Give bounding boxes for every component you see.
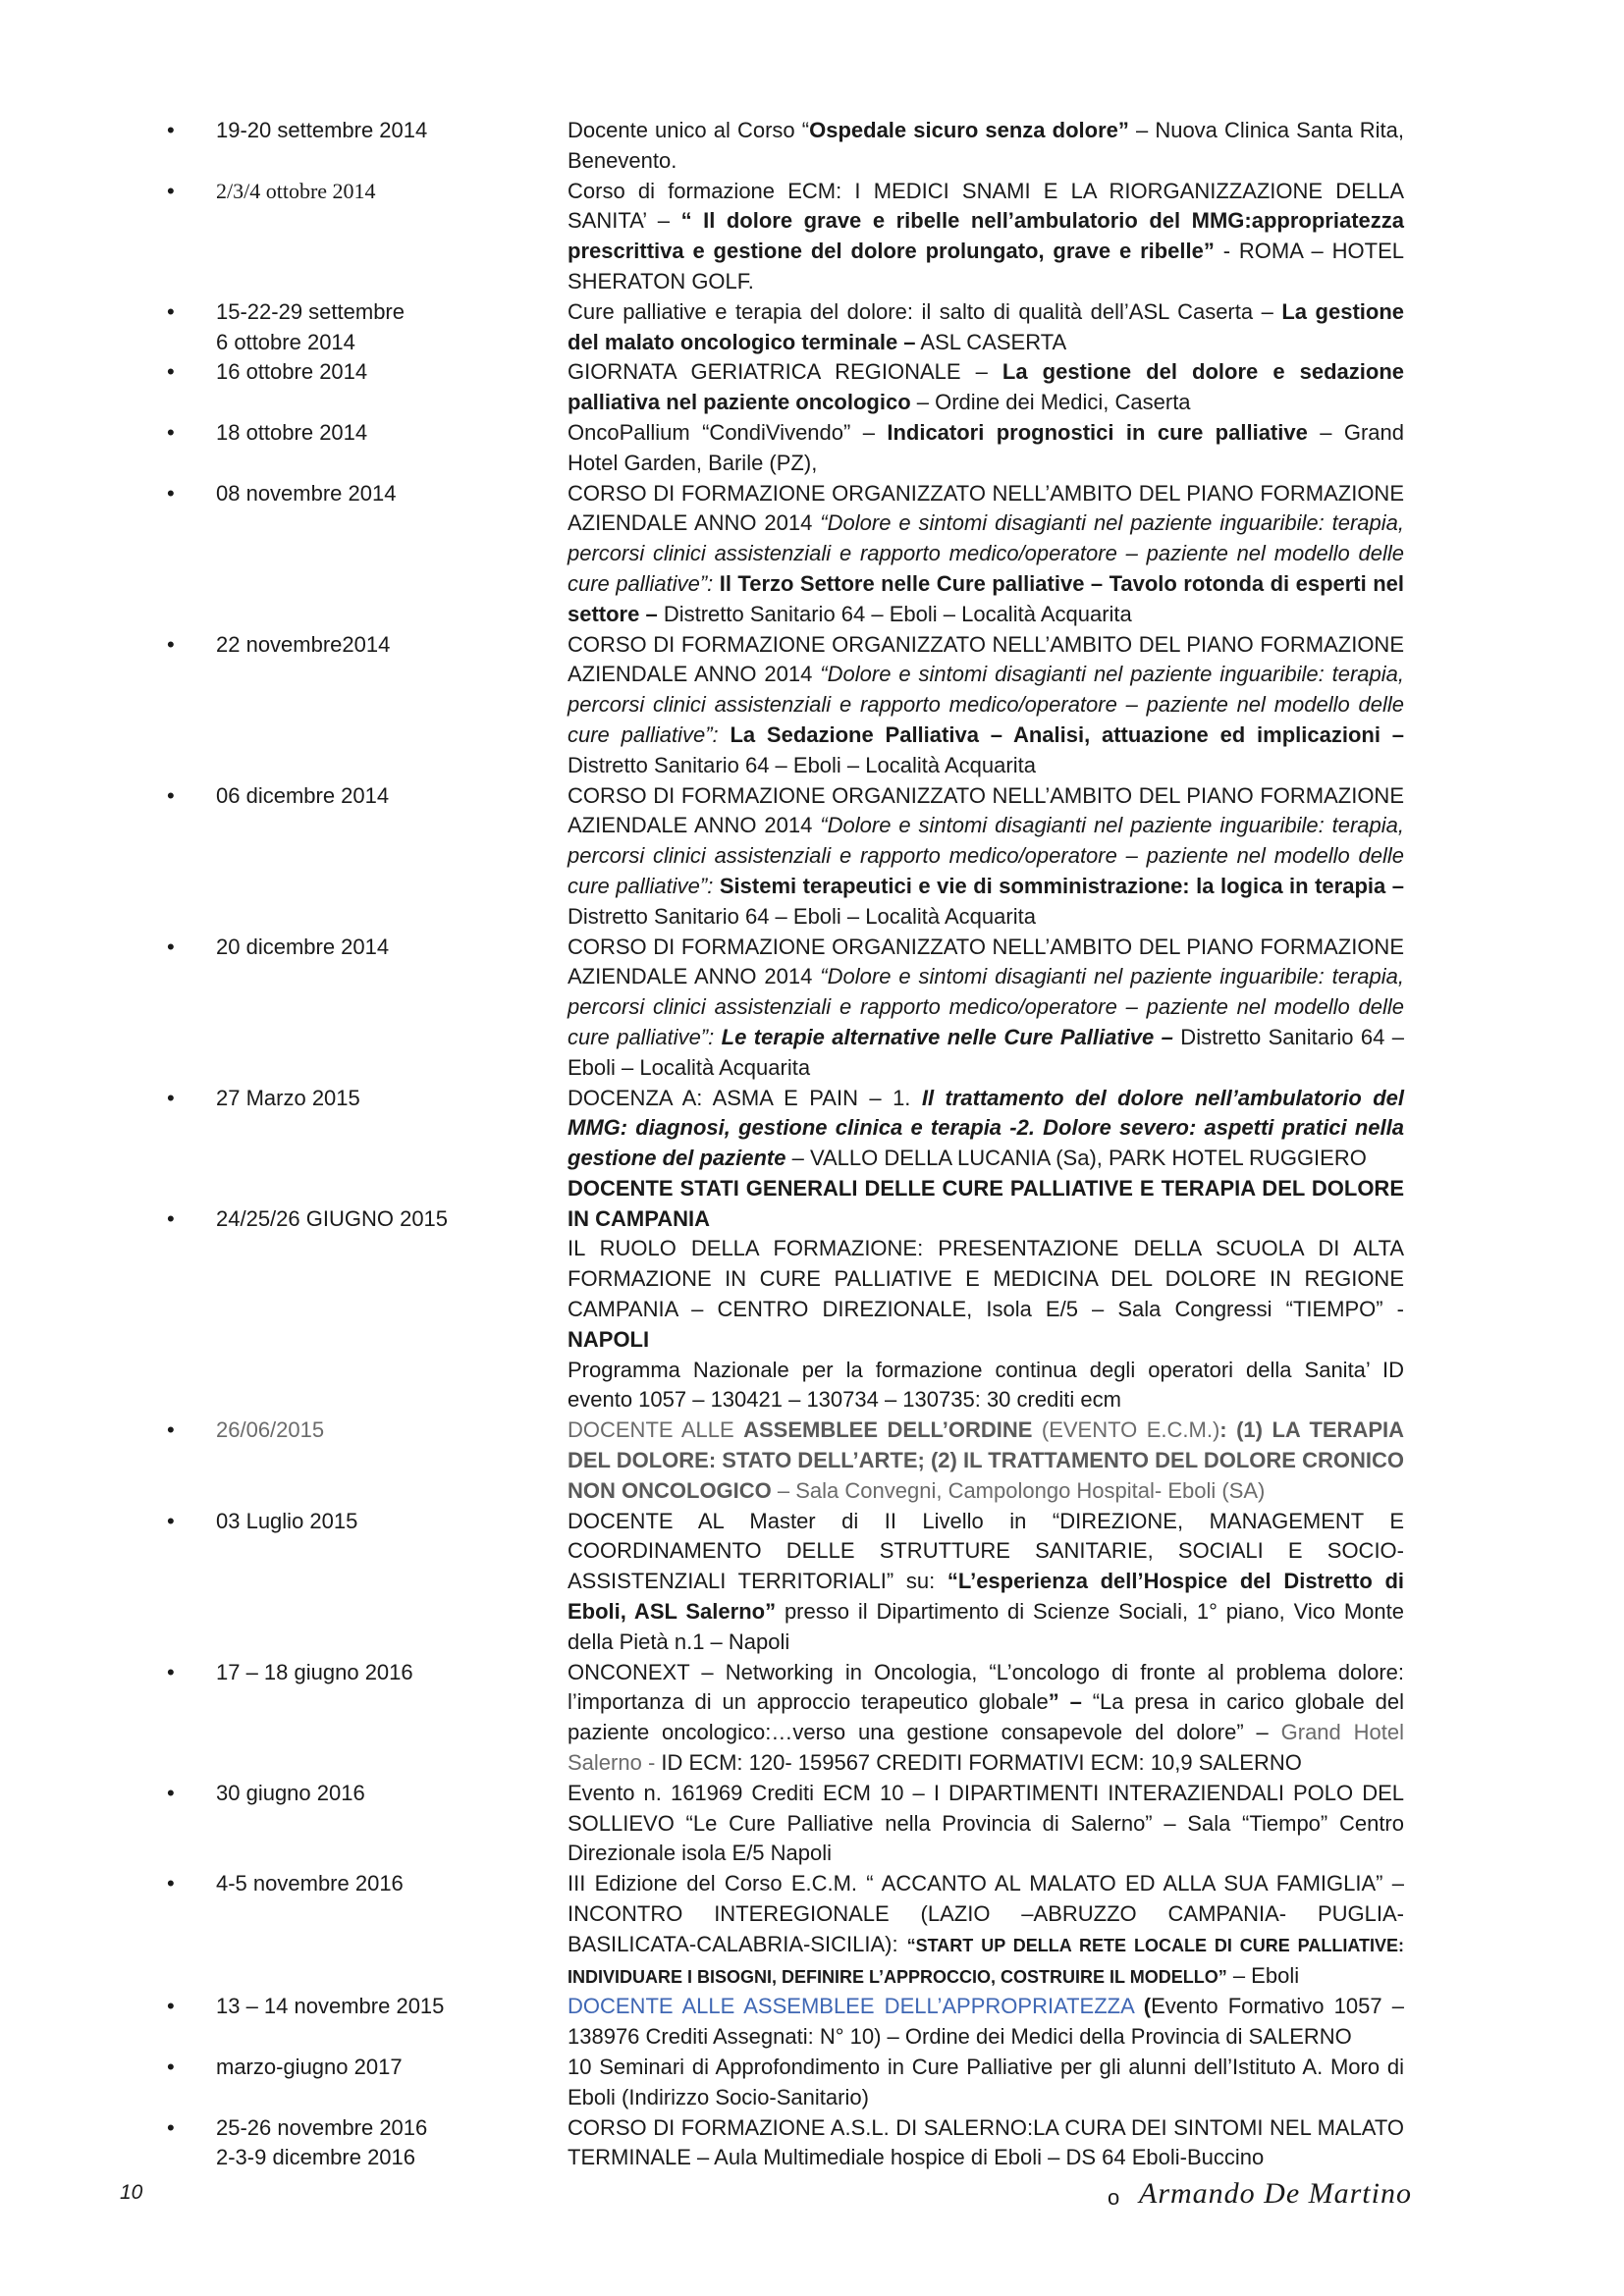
- text-segment: “Dolore e sintomi disagianti nel paziente inguaribile: terapia, percorsi clinici assistenziali e rapporto medico/operatore – paziente nel modello delle cure palliative”:: [568, 662, 1405, 747]
- text-segment: “ Il dolore grave e ribelle nell’ambulatorio del MMG:appropriatezza prescrittiva e gestione del dolore prolungato, grave e ribelle”: [568, 208, 1405, 264]
- bullet-icon: •: [167, 1659, 175, 1684]
- text-segment: “L’esperienza dell’Hospice del Distretto di Eboli, ASL Salerno”: [568, 1569, 1404, 1625]
- text-segment: ID ECM: 120- 159567 CREDITI FORMATIVI ECM: 10,9 SALERNO: [661, 1750, 1302, 1776]
- cv-entry: [157, 297, 1404, 358]
- text-segment: (: [1143, 1994, 1152, 2019]
- text-segment: Docente unico al Corso “: [568, 118, 810, 142]
- cv-entry: [157, 1507, 1404, 1658]
- entry-date: 08 novembre 2014: [216, 480, 397, 506]
- entry-date: 24/25/26 GIUGNO 2015: [216, 1205, 449, 1231]
- text-segment: [1134, 1994, 1144, 2018]
- entry-description: [568, 1779, 1404, 1869]
- description-paragraph: [568, 479, 1404, 630]
- entry-date: marzo-giugno 2017: [216, 2055, 403, 2079]
- text-segment: - ROMA – HOTEL SHERATON GOLF.: [568, 239, 1404, 294]
- entry-date: 03 Luglio 2015: [216, 1508, 358, 1533]
- text-segment: DOCENZA A: ASMA E PAIN – 1.: [568, 1085, 922, 1110]
- entry-date: 22 novembre2014: [216, 631, 391, 657]
- text-segment: Il Terzo Settore nelle Cure palliative – Tavolo rotonda di esperti nel settore –: [568, 570, 1404, 626]
- entry-description: [568, 116, 1404, 177]
- entry-date-column: [157, 1174, 568, 1235]
- text-segment: DOCENTE ALLE: [568, 1417, 744, 1443]
- entry-date: 16 ottobre 2014: [216, 359, 368, 385]
- text-segment: Distretto Sanitario 64 – Eboli – Località Acquarita: [568, 1024, 1404, 1080]
- text-segment: – Eboli: [1226, 1962, 1300, 1988]
- entry-date: 15-22-29 settembre: [216, 298, 405, 324]
- bullet-icon: •: [167, 1417, 175, 1443]
- entry-description: [568, 2053, 1404, 2113]
- entry-description: [568, 297, 1404, 358]
- signature: Armando De Martino: [1139, 2177, 1412, 2210]
- cv-entry: [157, 1084, 1404, 1174]
- text-segment: Distretto Sanitario 64 – Eboli – Località Acquarita: [657, 601, 1132, 626]
- description-paragraph: [568, 1084, 1404, 1174]
- description-paragraph: [568, 177, 1404, 297]
- entry-description: [568, 1415, 1404, 1506]
- entry-date-column: [157, 1658, 568, 1688]
- entry-description: [568, 1174, 1404, 1415]
- activity-list: [157, 116, 1404, 2173]
- entry-date: 2/3/4 ottobre 2014: [216, 178, 376, 203]
- entry-date-column: [157, 479, 568, 509]
- text-segment: – Sala Convegni, Campolongo Hospital- Eboli (SA): [771, 1477, 1266, 1503]
- text-segment: “Dolore e sintomi disagianti nel paziente inguaribile: terapia, percorsi clinici assistenziali e rapporto medico/operatore – paziente nel modello delle cure palliative”:: [568, 964, 1405, 1049]
- text-segment: : (1) LA TERAPIA DEL DOLORE: STATO DELL’ARTE; (2) IL TRATTAMENTO DEL DOLORE CRONICO NON ONCOLOGICO: [568, 1417, 1405, 1503]
- entry-date-column: [157, 177, 568, 207]
- entry-date: 26/06/2015: [216, 1417, 325, 1443]
- text-segment: CORSO DI FORMAZIONE ORGANIZZATO NELL’AMBITO DEL PIANO FORMAZIONE AZIENDALE ANNO 2014: [568, 934, 1404, 989]
- entry-description: [568, 1084, 1404, 1174]
- bullet-icon: •: [167, 118, 175, 142]
- bullet-icon: •: [167, 782, 175, 808]
- entry-description: [568, 177, 1404, 297]
- text-segment: DOCENTE ALLE ASSEMBLEE DELL’APPROPRIATEZZA: [568, 1994, 1134, 2019]
- text-segment: OncoPallium “CondiVivendo” –: [568, 419, 888, 445]
- cv-entry: [157, 1779, 1404, 1869]
- text-segment: “Dolore e sintomi disagianti nel paziente inguaribile: terapia, percorsi clinici assistenziali e rapporto medico/operatore – paziente nel modello delle cure palliative”:: [568, 510, 1405, 596]
- bullet-icon: •: [167, 2114, 175, 2140]
- entry-date: 17 – 18 giugno 2016: [216, 1659, 413, 1684]
- bullet-icon: •: [167, 1205, 175, 1231]
- text-segment: – Ordine dei Medici, Caserta: [910, 390, 1191, 415]
- text-segment: “START UP DELLA RETE LOCALE DI CURE PALLIATIVE: INDIVIDUARE I BISOGNI, DEFINIRE L’APPROCCIO, COSTRUIRE IL MODELLO”: [568, 1935, 1405, 1987]
- text-segment: Evento Formativo 1057 – 138976 Crediti Assegnati: N° 10) – Ordine dei Medici della Provincia di SALERNO: [568, 1994, 1404, 2050]
- cv-entry: [157, 479, 1404, 630]
- text-segment: Ospedale sicuro senza dolore”: [809, 118, 1129, 142]
- text-segment: CORSO DI FORMAZIONE A.S.L. DI SALERNO:LA CURA DEI SINTOMI NEL MALATO TERMINALE – Aula Multimediale hospice di Eboli – DS 64 Eboli-Buccino: [568, 2114, 1404, 2170]
- cv-entry: [157, 1869, 1404, 1992]
- entry-date: 27 Marzo 2015: [216, 1085, 360, 1110]
- entry-date: 18 ottobre 2014: [216, 419, 368, 445]
- description-paragraph: [568, 2113, 1404, 2174]
- entry-date-column: [157, 1779, 568, 1809]
- text-segment: Corso di formazione ECM: I MEDICI SNAMI E LA RIORGANIZZAZIONE DELLA SANITA’ –: [568, 178, 1404, 234]
- text-segment: NAPOLI: [568, 1326, 650, 1352]
- entry-date: 06 dicembre 2014: [216, 782, 390, 808]
- description-paragraph: [568, 357, 1404, 418]
- text-segment: Programma Nazionale per la formazione continua degli operatori della Sanita’ ID evento 1057 – 130421 – 130734 – 130735: 30 crediti ecm: [568, 1357, 1404, 1413]
- cv-entry: [157, 1415, 1404, 1506]
- cv-entry: [157, 1174, 1404, 1415]
- bullet-icon: •: [167, 298, 175, 324]
- text-segment: ASSEMBLEE DELL’ORDINE: [743, 1417, 1033, 1443]
- cv-entry: [157, 2053, 1404, 2113]
- page-number: 10: [120, 2181, 143, 2204]
- entry-description: [568, 1507, 1404, 1658]
- entry-description: [568, 630, 1404, 781]
- description-paragraph: [568, 1234, 1404, 1355]
- entry-date-column: [157, 1869, 568, 1899]
- description-paragraph: [568, 1869, 1404, 1992]
- entry-date: 13 – 14 novembre 2015: [216, 1994, 445, 2019]
- text-segment: Distretto Sanitario 64 – Eboli – Località Acquarita: [568, 752, 1036, 777]
- text-segment: Indicatori prognostici in cure palliative: [887, 419, 1308, 445]
- description-paragraph: [568, 1992, 1404, 2053]
- description-paragraph: [568, 297, 1404, 358]
- entry-date: 6 ottobre 2014: [216, 329, 355, 354]
- text-segment: DOCENTE AL Master di II Livello in “DIREZIONE, MANAGEMENT E COORDINAMENTO DELLE STRUTTURE SANITARIE, SOCIALI E SOCIO-ASSISTENZIALI TERRITORIALI” su:: [568, 1508, 1404, 1594]
- bullet-icon: •: [167, 1871, 175, 1896]
- text-segment: CORSO DI FORMAZIONE ORGANIZZATO NELL’AMBITO DEL PIANO FORMAZIONE AZIENDALE ANNO 2014: [568, 480, 1404, 536]
- entry-date-column: [157, 297, 568, 358]
- description-paragraph: [568, 1507, 1404, 1658]
- bullet-icon: •: [167, 480, 175, 506]
- description-paragraph: [568, 781, 1404, 933]
- cv-entry: [157, 630, 1404, 781]
- text-segment: (EVENTO E.C.M.): [1032, 1417, 1220, 1443]
- cv-entry: [157, 1658, 1404, 1779]
- text-segment: “Dolore e sintomi disagianti nel paziente inguaribile: terapia, percorsi clinici assistenziali e rapporto medico/operatore – paziente nel modello delle cure palliative”:: [568, 813, 1405, 898]
- bullet-icon: •: [167, 1508, 175, 1533]
- bullet-icon: •: [167, 2055, 175, 2079]
- entry-date-column: [157, 933, 568, 963]
- text-segment: GIORNATA GERIATRICA REGIONALE –: [568, 359, 1002, 385]
- description-paragraph: [568, 630, 1404, 781]
- bullet-icon: •: [167, 1085, 175, 1110]
- entry-description: [568, 933, 1404, 1084]
- text-segment: IL RUOLO DELLA FORMAZIONE: PRESENTAZIONE DELLA SCUOLA DI ALTA FORMAZIONE IN CURE PALLIATIVE E MEDICINA DEL DOLORE IN REGIONE CAMPANIA – CENTRO DIREZIONALE, Isola E/5 – Sala Congressi “TIEMPO” -: [568, 1236, 1404, 1322]
- entry-description: [568, 418, 1404, 479]
- description-paragraph: [568, 933, 1404, 1084]
- entry-description: [568, 2113, 1404, 2174]
- text-segment: Grand Hotel Salerno -: [568, 1720, 1404, 1776]
- description-paragraph: [568, 1415, 1404, 1506]
- bullet-icon: •: [167, 178, 175, 203]
- bullet-icon: •: [167, 419, 175, 445]
- entry-description: [568, 781, 1404, 933]
- entry-date-column: [157, 116, 568, 146]
- text-segment: La gestione del malato oncologico terminale –: [568, 298, 1404, 354]
- description-paragraph: [568, 1658, 1404, 1779]
- entry-date-column: [157, 781, 568, 812]
- text-segment: CORSO DI FORMAZIONE ORGANIZZATO NELL’AMBITO DEL PIANO FORMAZIONE AZIENDALE ANNO 2014: [568, 631, 1404, 687]
- entry-date-column: [157, 418, 568, 449]
- entry-date: 20 dicembre 2014: [216, 934, 390, 959]
- cv-entry: [157, 2113, 1404, 2174]
- bullet-icon: •: [167, 1780, 175, 1805]
- cv-entry: [157, 933, 1404, 1084]
- entry-description: [568, 1869, 1404, 1992]
- footer-bullet: o: [1108, 2185, 1120, 2210]
- text-segment: 10 Seminari di Approfondimento in Cure Palliative per gli alunni dell’Istituto A. Moro di Eboli (Indirizzo Socio-Sanitario): [568, 2055, 1404, 2109]
- entry-date: 19-20 settembre 2014: [216, 118, 428, 142]
- entry-description: [568, 357, 1404, 418]
- cv-entry: [157, 177, 1404, 297]
- cv-entry: [157, 418, 1404, 479]
- text-segment: “La presa in carico globale del paziente oncologico:…verso una gestione consapevole del dolore” –: [568, 1689, 1404, 1745]
- entry-date-column: [157, 630, 568, 661]
- entry-date-column: [157, 2113, 568, 2174]
- description-paragraph: [568, 1174, 1404, 1235]
- description-paragraph: [568, 1356, 1404, 1416]
- entry-date-column: [157, 357, 568, 388]
- entry-date-column: [157, 1507, 568, 1537]
- entry-description: [568, 1658, 1404, 1779]
- entry-date-column: [157, 1415, 568, 1446]
- entry-date-column: [157, 2053, 568, 2083]
- text-segment: ASL CASERTA: [915, 329, 1067, 354]
- entry-date: 4-5 novembre 2016: [216, 1871, 404, 1896]
- text-segment: La gestione del dolore e sedazione palliativa nel paziente oncologico: [568, 359, 1404, 415]
- bullet-icon: •: [167, 934, 175, 959]
- text-segment: Il trattamento del dolore nell’ambulatorio del MMG: diagnosi, gestione clinica e terapia -2. Dolore severo: aspetti pratici nella gestione del paziente: [568, 1085, 1404, 1171]
- text-segment: – Nuova Clinica Santa Rita, Benevento.: [568, 118, 1404, 173]
- entry-description: [568, 1992, 1404, 2053]
- cv-entry: [157, 116, 1404, 177]
- bullet-icon: •: [167, 631, 175, 657]
- text-segment: III Edizione del Corso E.C.M. “ ACCANTO AL MALATO ED ALLA SUA FAMIGLIA” – INCONTRO INTEREGIONALE (LAZIO –ABRUZZO CAMPANIA- PUGLIA-BASILICATA-CALABRIA-SICILIA):: [568, 1871, 1404, 1956]
- entry-description: [568, 479, 1404, 630]
- bullet-icon: •: [167, 359, 175, 385]
- entry-date: 30 giugno 2016: [216, 1780, 365, 1805]
- text-segment: Cure palliative e terapia del dolore: il salto di qualità dell’ASL Caserta –: [568, 298, 1282, 324]
- entry-date-column: [157, 1084, 568, 1114]
- text-segment: – Grand Hotel Garden, Barile (PZ),: [568, 419, 1404, 475]
- entry-date-column: [157, 1992, 568, 2022]
- cv-entry: [157, 781, 1404, 933]
- text-segment: CORSO DI FORMAZIONE ORGANIZZATO NELL’AMBITO DEL PIANO FORMAZIONE AZIENDALE ANNO 2014: [568, 782, 1404, 838]
- bullet-icon: •: [167, 1994, 175, 2019]
- description-paragraph: [568, 116, 1404, 177]
- text-segment: Sistemi terapeutici e vie di somministrazione: la logica in terapia –: [719, 873, 1404, 898]
- text-segment: – VALLO DELLA LUCANIA (Sa), PARK HOTEL RUGGIERO: [785, 1146, 1367, 1171]
- text-segment: Le terapie alternative nelle Cure Palliative –: [721, 1024, 1173, 1049]
- entry-date: 2-3-9 dicembre 2016: [216, 2145, 416, 2170]
- text-segment: presso il Dipartimento di Scienze Sociali, 1° piano, Vico Monte della Pietà n.1 – Napoli: [568, 1599, 1405, 1654]
- text-segment: ONCONEXT – Networking in Oncologia, “L’oncologo di fronte al problema dolore: l’importanza di un approccio terapeutico globale: [568, 1659, 1404, 1715]
- description-paragraph: [568, 1779, 1404, 1869]
- text-segment: Distretto Sanitario 64 – Eboli – Località Acquarita: [568, 903, 1036, 929]
- cv-entry: [157, 1992, 1404, 2053]
- description-paragraph: [568, 2053, 1404, 2113]
- text-segment: Evento n. 161969 Crediti ECM 10 – I DIPARTIMENTI INTERAZIENDALI POLO DEL SOLLIEVO “Le Cure Palliative nella Provincia di Salerno” – Sala “Tiempo” Centro Direzionale isola E/5 Napoli: [568, 1780, 1404, 1866]
- entry-date: 25-26 novembre 2016: [216, 2114, 428, 2140]
- text-segment: DOCENTE STATI GENERALI DELLE CURE PALLIATIVE E TERAPIA DEL DOLORE IN CAMPANIA: [568, 1175, 1404, 1231]
- text-segment: ” –: [1048, 1689, 1082, 1715]
- cv-entry: [157, 357, 1404, 418]
- text-segment: La Sedazione Palliativa – Analisi, attuazione ed implicazioni –: [730, 721, 1404, 747]
- description-paragraph: [568, 418, 1404, 479]
